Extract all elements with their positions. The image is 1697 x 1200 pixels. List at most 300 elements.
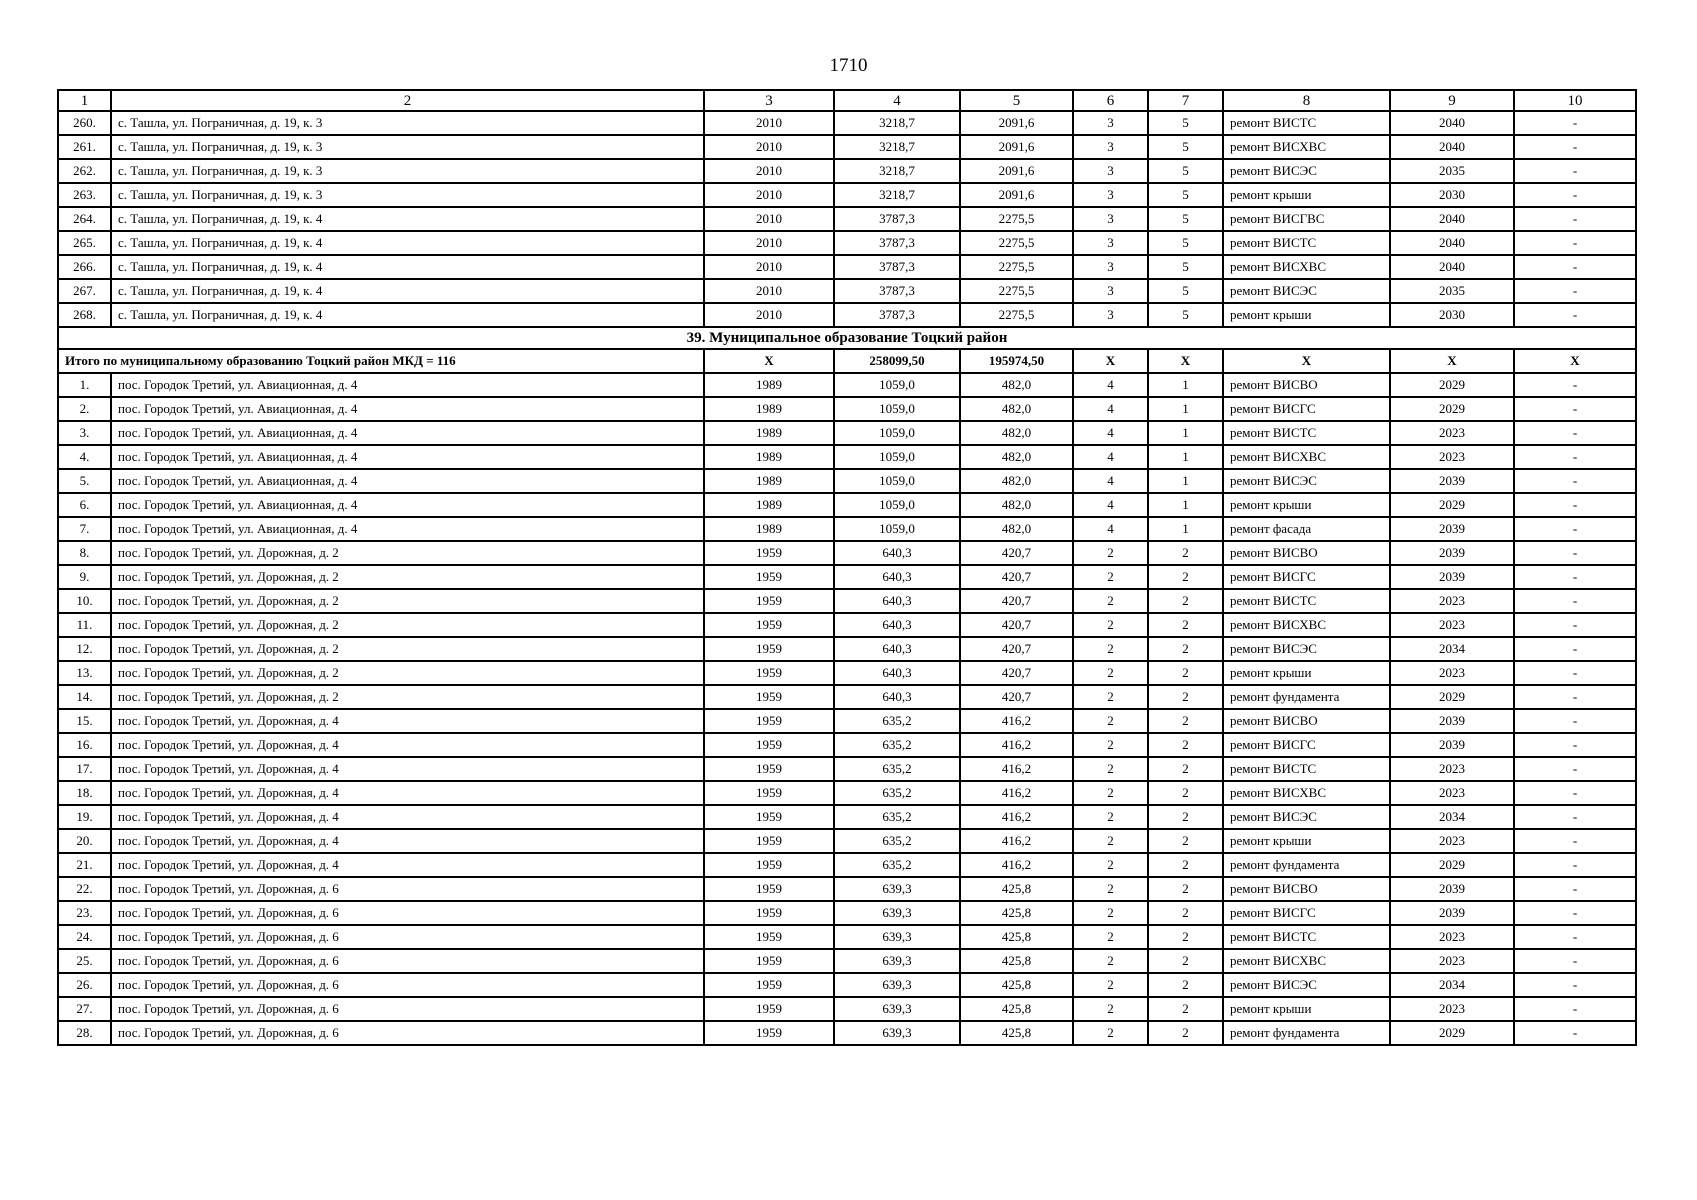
table-row [58,493,1636,517]
address-cell: пос. Городок Третий, ул. Авиационная, д. 4 [111,493,704,517]
year-cell: 1959 [704,925,834,949]
planned-year-cell: 2039 [1390,469,1514,493]
entrances-cell: 2 [1148,853,1223,877]
planned-year-cell: 2029 [1390,853,1514,877]
total-value: X [1073,349,1148,373]
table-row [58,207,1636,231]
note-cell: - [1514,493,1636,517]
planned-year-cell: 2034 [1390,973,1514,997]
year-cell: 2010 [704,135,834,159]
work-type-cell: ремонт ВИСВО [1223,877,1390,901]
entrances-cell: 2 [1148,733,1223,757]
total-area-cell: 640,3 [834,541,960,565]
address-cell: пос. Городок Третий, ул. Дорожная, д. 4 [111,733,704,757]
column-header: 9 [1390,90,1514,111]
work-type-cell: ремонт ВИСЭС [1223,469,1390,493]
total-area-cell: 640,3 [834,661,960,685]
planned-year-cell: 2023 [1390,781,1514,805]
planned-year-cell: 2035 [1390,159,1514,183]
living-area-cell: 482,0 [960,421,1073,445]
address-cell: пос. Городок Третий, ул. Дорожная, д. 6 [111,949,704,973]
total-area-cell: 640,3 [834,589,960,613]
floors-cell: 2 [1073,661,1148,685]
living-area-cell: 2275,5 [960,207,1073,231]
living-area-cell: 2275,5 [960,231,1073,255]
note-cell: - [1514,255,1636,279]
row-number-cell: 262. [58,159,111,183]
work-type-cell: ремонт ВИСЭС [1223,159,1390,183]
section-row [58,327,1636,349]
year-cell: 2010 [704,207,834,231]
entrances-cell: 5 [1148,111,1223,135]
work-type-cell: ремонт ВИСГВС [1223,207,1390,231]
year-cell: 1959 [704,901,834,925]
total-value: 258099,50 [834,349,960,373]
planned-year-cell: 2023 [1390,997,1514,1021]
work-type-cell: ремонт ВИСТС [1223,925,1390,949]
note-cell: - [1514,1021,1636,1045]
note-cell: - [1514,565,1636,589]
note-cell: - [1514,613,1636,637]
planned-year-cell: 2040 [1390,231,1514,255]
note-cell: - [1514,589,1636,613]
table-row [58,613,1636,637]
note-cell: - [1514,853,1636,877]
note-cell: - [1514,829,1636,853]
total-area-cell: 3218,7 [834,135,960,159]
floors-cell: 2 [1073,805,1148,829]
year-cell: 1959 [704,781,834,805]
column-header: 10 [1514,90,1636,111]
floors-cell: 2 [1073,997,1148,1021]
table-row [58,469,1636,493]
note-cell: - [1514,183,1636,207]
address-cell: пос. Городок Третий, ул. Дорожная, д. 6 [111,877,704,901]
row-number-cell: 28. [58,1021,111,1045]
note-cell: - [1514,997,1636,1021]
year-cell: 1959 [704,733,834,757]
table-row [58,637,1636,661]
total-value: X [1390,349,1514,373]
row-number-cell: 14. [58,685,111,709]
note-cell: - [1514,733,1636,757]
entrances-cell: 2 [1148,805,1223,829]
living-area-cell: 2275,5 [960,255,1073,279]
total-area-cell: 639,3 [834,901,960,925]
row-number-cell: 5. [58,469,111,493]
work-type-cell: ремонт крыши [1223,829,1390,853]
note-cell: - [1514,637,1636,661]
work-type-cell: ремонт ВИСГС [1223,733,1390,757]
planned-year-cell: 2023 [1390,757,1514,781]
entrances-cell: 2 [1148,757,1223,781]
table-row [58,661,1636,685]
year-cell: 1959 [704,829,834,853]
table-row [58,279,1636,303]
note-cell: - [1514,421,1636,445]
floors-cell: 2 [1073,565,1148,589]
living-area-cell: 416,2 [960,709,1073,733]
planned-year-cell: 2039 [1390,517,1514,541]
total-area-cell: 639,3 [834,877,960,901]
address-cell: пос. Городок Третий, ул. Авиационная, д. 4 [111,445,704,469]
address-cell: с. Ташла, ул. Пограничная, д. 19, к. 3 [111,183,704,207]
column-header: 3 [704,90,834,111]
total-area-cell: 639,3 [834,973,960,997]
year-cell: 1989 [704,421,834,445]
living-area-cell: 425,8 [960,925,1073,949]
table-row [58,231,1636,255]
planned-year-cell: 2039 [1390,877,1514,901]
year-cell: 2010 [704,279,834,303]
address-cell: с. Ташла, ул. Пограничная, д. 19, к. 4 [111,231,704,255]
floors-cell: 2 [1073,853,1148,877]
entrances-cell: 5 [1148,183,1223,207]
total-value: 195974,50 [960,349,1073,373]
row-number-cell: 261. [58,135,111,159]
note-cell: - [1514,135,1636,159]
year-cell: 1959 [704,949,834,973]
planned-year-cell: 2029 [1390,685,1514,709]
entrances-cell: 2 [1148,541,1223,565]
entrances-cell: 5 [1148,207,1223,231]
row-number-cell: 26. [58,973,111,997]
floors-cell: 3 [1073,207,1148,231]
planned-year-cell: 2030 [1390,303,1514,327]
table-row [58,853,1636,877]
row-number-cell: 11. [58,613,111,637]
year-cell: 1989 [704,445,834,469]
planned-year-cell: 2039 [1390,733,1514,757]
entrances-cell: 2 [1148,925,1223,949]
entrances-cell: 2 [1148,997,1223,1021]
total-area-cell: 3218,7 [834,111,960,135]
entrances-cell: 5 [1148,159,1223,183]
work-type-cell: ремонт ВИСЭС [1223,637,1390,661]
row-number-cell: 266. [58,255,111,279]
planned-year-cell: 2029 [1390,1021,1514,1045]
floors-cell: 4 [1073,445,1148,469]
living-area-cell: 425,8 [960,997,1073,1021]
entrances-cell: 2 [1148,973,1223,997]
table-row [58,421,1636,445]
table-row [58,757,1636,781]
table-row [58,541,1636,565]
table-row [58,733,1636,757]
living-area-cell: 416,2 [960,781,1073,805]
total-area-cell: 640,3 [834,685,960,709]
total-label: Итого по муниципальному образованию Тоцкий район МКД = 116 [58,349,704,373]
floors-cell: 2 [1073,949,1148,973]
living-area-cell: 482,0 [960,469,1073,493]
work-type-cell: ремонт крыши [1223,183,1390,207]
work-type-cell: ремонт ВИСХВС [1223,949,1390,973]
work-type-cell: ремонт ВИСХВС [1223,255,1390,279]
note-cell: - [1514,397,1636,421]
total-area-cell: 639,3 [834,1021,960,1045]
entrances-cell: 5 [1148,135,1223,159]
floors-cell: 4 [1073,517,1148,541]
year-cell: 2010 [704,111,834,135]
living-area-cell: 482,0 [960,517,1073,541]
year-cell: 1959 [704,613,834,637]
floors-cell: 4 [1073,493,1148,517]
row-number-cell: 8. [58,541,111,565]
table-row [58,949,1636,973]
year-cell: 1959 [704,637,834,661]
floors-cell: 2 [1073,589,1148,613]
entrances-cell: 1 [1148,445,1223,469]
total-area-cell: 635,2 [834,829,960,853]
planned-year-cell: 2034 [1390,805,1514,829]
living-area-cell: 482,0 [960,373,1073,397]
entrances-cell: 1 [1148,517,1223,541]
year-cell: 1959 [704,709,834,733]
planned-year-cell: 2039 [1390,901,1514,925]
address-cell: пос. Городок Третий, ул. Дорожная, д. 4 [111,853,704,877]
row-number-cell: 1. [58,373,111,397]
row-number-cell: 27. [58,997,111,1021]
year-cell: 1959 [704,877,834,901]
work-type-cell: ремонт ВИСТС [1223,757,1390,781]
floors-cell: 2 [1073,757,1148,781]
floors-cell: 2 [1073,1021,1148,1045]
note-cell: - [1514,159,1636,183]
total-area-cell: 3218,7 [834,183,960,207]
floors-cell: 2 [1073,925,1148,949]
work-type-cell: ремонт фундамента [1223,1021,1390,1045]
entrances-cell: 5 [1148,279,1223,303]
total-area-cell: 3787,3 [834,255,960,279]
total-area-cell: 3787,3 [834,279,960,303]
entrances-cell: 5 [1148,255,1223,279]
address-cell: с. Ташла, ул. Пограничная, д. 19, к. 3 [111,159,704,183]
work-type-cell: ремонт ВИСЭС [1223,279,1390,303]
row-number-cell: 4. [58,445,111,469]
address-cell: с. Ташла, ул. Пограничная, д. 19, к. 4 [111,255,704,279]
year-cell: 1959 [704,997,834,1021]
living-area-cell: 2275,5 [960,303,1073,327]
address-cell: с. Ташла, ул. Пограничная, д. 19, к. 4 [111,279,704,303]
table-row [58,373,1636,397]
work-type-cell: ремонт ВИСТС [1223,111,1390,135]
note-cell: - [1514,685,1636,709]
living-area-cell: 425,8 [960,949,1073,973]
work-type-cell: ремонт ВИСВО [1223,541,1390,565]
address-cell: пос. Городок Третий, ул. Дорожная, д. 4 [111,829,704,853]
entrances-cell: 1 [1148,373,1223,397]
total-area-cell: 640,3 [834,565,960,589]
year-cell: 1989 [704,373,834,397]
floors-cell: 3 [1073,159,1148,183]
row-number-cell: 6. [58,493,111,517]
address-cell: пос. Городок Третий, ул. Дорожная, д. 2 [111,661,704,685]
table-row [58,1021,1636,1045]
total-area-cell: 1059,0 [834,421,960,445]
address-cell: пос. Городок Третий, ул. Авиационная, д. 4 [111,421,704,445]
floors-cell: 4 [1073,469,1148,493]
entrances-cell: 2 [1148,661,1223,685]
year-cell: 1959 [704,589,834,613]
row-number-cell: 10. [58,589,111,613]
row-number-cell: 9. [58,565,111,589]
note-cell: - [1514,805,1636,829]
floors-cell: 2 [1073,685,1148,709]
total-area-cell: 1059,0 [834,445,960,469]
living-area-cell: 416,2 [960,733,1073,757]
planned-year-cell: 2035 [1390,279,1514,303]
row-number-cell: 23. [58,901,111,925]
note-cell: - [1514,279,1636,303]
living-area-cell: 420,7 [960,685,1073,709]
work-type-cell: ремонт ВИСТС [1223,421,1390,445]
address-cell: пос. Городок Третий, ул. Дорожная, д. 4 [111,781,704,805]
address-cell: пос. Городок Третий, ул. Дорожная, д. 6 [111,925,704,949]
work-type-cell: ремонт ВИСЭС [1223,805,1390,829]
entrances-cell: 5 [1148,303,1223,327]
living-area-cell: 420,7 [960,661,1073,685]
floors-cell: 3 [1073,183,1148,207]
planned-year-cell: 2023 [1390,421,1514,445]
address-cell: с. Ташла, ул. Пограничная, д. 19, к. 4 [111,207,704,231]
planned-year-cell: 2040 [1390,111,1514,135]
living-area-cell: 2091,6 [960,111,1073,135]
entrances-cell: 5 [1148,231,1223,255]
year-cell: 1959 [704,757,834,781]
column-header: 2 [111,90,704,111]
row-number-cell: 13. [58,661,111,685]
living-area-cell: 416,2 [960,757,1073,781]
year-cell: 1959 [704,973,834,997]
row-number-cell: 24. [58,925,111,949]
total-area-cell: 635,2 [834,733,960,757]
living-area-cell: 420,7 [960,541,1073,565]
entrances-cell: 1 [1148,469,1223,493]
column-header: 8 [1223,90,1390,111]
note-cell: - [1514,973,1636,997]
floors-cell: 2 [1073,781,1148,805]
work-type-cell: ремонт ВИСВО [1223,709,1390,733]
total-area-cell: 639,3 [834,925,960,949]
address-cell: пос. Городок Третий, ул. Авиационная, д. 4 [111,373,704,397]
table-row [58,709,1636,733]
note-cell: - [1514,207,1636,231]
floors-cell: 3 [1073,255,1148,279]
year-cell: 2010 [704,231,834,255]
note-cell: - [1514,757,1636,781]
work-type-cell: ремонт ВИСХВС [1223,445,1390,469]
work-type-cell: ремонт ВИСГС [1223,901,1390,925]
entrances-cell: 1 [1148,397,1223,421]
note-cell: - [1514,541,1636,565]
floors-cell: 2 [1073,829,1148,853]
total-value: X [704,349,834,373]
work-type-cell: ремонт ВИСВО [1223,373,1390,397]
year-cell: 2010 [704,255,834,279]
planned-year-cell: 2023 [1390,589,1514,613]
table-row [58,805,1636,829]
row-number-cell: 15. [58,709,111,733]
page-number: 1710 [829,55,868,76]
work-type-cell: ремонт фасада [1223,517,1390,541]
work-type-cell: ремонт крыши [1223,997,1390,1021]
year-cell: 1959 [704,853,834,877]
floors-cell: 2 [1073,613,1148,637]
table-row [58,997,1636,1021]
row-number-cell: 17. [58,757,111,781]
note-cell: - [1514,373,1636,397]
entrances-cell: 2 [1148,685,1223,709]
entrances-cell: 2 [1148,565,1223,589]
living-area-cell: 482,0 [960,397,1073,421]
row-number-cell: 7. [58,517,111,541]
note-cell: - [1514,445,1636,469]
register-table [57,89,1637,1046]
total-area-cell: 1059,0 [834,517,960,541]
living-area-cell: 420,7 [960,637,1073,661]
table-row [58,829,1636,853]
entrances-cell: 2 [1148,613,1223,637]
address-cell: пос. Городок Третий, ул. Дорожная, д. 6 [111,973,704,997]
work-type-cell: ремонт ВИСХВС [1223,613,1390,637]
planned-year-cell: 2039 [1390,565,1514,589]
total-area-cell: 639,3 [834,997,960,1021]
work-type-cell: ремонт ВИСХВС [1223,135,1390,159]
row-number-cell: 2. [58,397,111,421]
total-value: X [1223,349,1390,373]
work-type-cell: ремонт крыши [1223,303,1390,327]
living-area-cell: 416,2 [960,853,1073,877]
table-row [58,565,1636,589]
total-area-cell: 635,2 [834,757,960,781]
planned-year-cell: 2023 [1390,949,1514,973]
total-area-cell: 635,2 [834,709,960,733]
total-area-cell: 635,2 [834,853,960,877]
table-row [58,183,1636,207]
living-area-cell: 425,8 [960,877,1073,901]
year-cell: 1959 [704,661,834,685]
address-cell: пос. Городок Третий, ул. Дорожная, д. 4 [111,805,704,829]
entrances-cell: 2 [1148,637,1223,661]
column-header: 6 [1073,90,1148,111]
work-type-cell: ремонт ВИСГС [1223,397,1390,421]
address-cell: с. Ташла, ул. Пограничная, д. 19, к. 3 [111,111,704,135]
address-cell: пос. Городок Третий, ул. Авиационная, д. 4 [111,517,704,541]
total-area-cell: 3787,3 [834,207,960,231]
table-row [58,901,1636,925]
floors-cell: 2 [1073,541,1148,565]
row-number-cell: 21. [58,853,111,877]
address-cell: пос. Городок Третий, ул. Дорожная, д. 2 [111,613,704,637]
address-cell: пос. Городок Третий, ул. Дорожная, д. 2 [111,589,704,613]
address-cell: с. Ташла, ул. Пограничная, д. 19, к. 4 [111,303,704,327]
note-cell: - [1514,877,1636,901]
planned-year-cell: 2039 [1390,541,1514,565]
table-row [58,397,1636,421]
work-type-cell: ремонт ВИСГС [1223,565,1390,589]
living-area-cell: 425,8 [960,901,1073,925]
living-area-cell: 420,7 [960,565,1073,589]
table-row [58,445,1636,469]
table-row [58,685,1636,709]
total-area-cell: 1059,0 [834,493,960,517]
work-type-cell: ремонт ВИСТС [1223,231,1390,255]
year-cell: 1989 [704,397,834,421]
total-area-cell: 640,3 [834,613,960,637]
table-row [58,135,1636,159]
table-row [58,303,1636,327]
living-area-cell: 2091,6 [960,135,1073,159]
